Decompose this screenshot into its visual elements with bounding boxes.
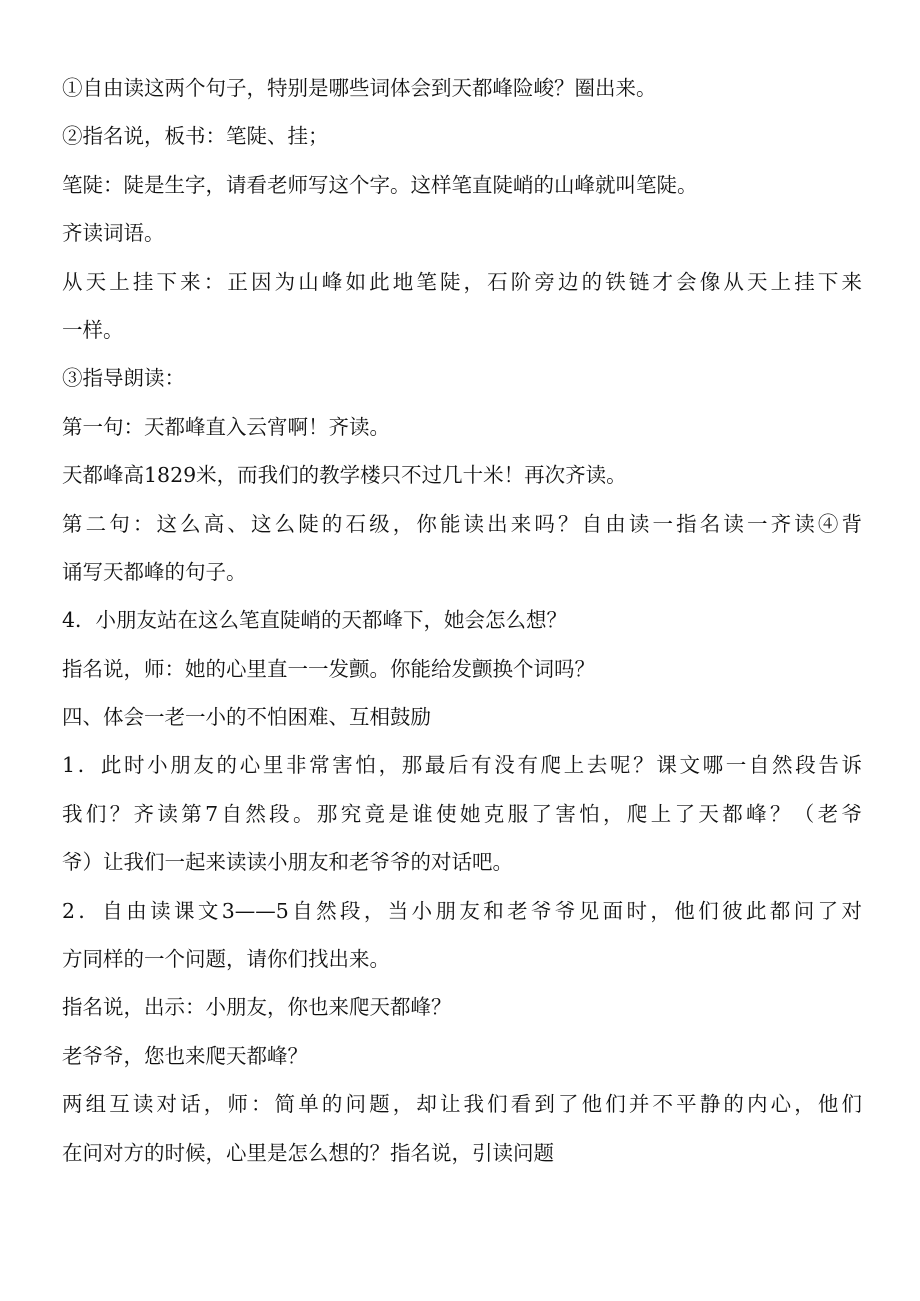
text-line: 方同样的一个问题，请你们找出来。 (62, 947, 390, 972)
text-line: 我们？齐读第7自然段。那究竟是谁使她克服了害怕，爬上了天都峰？（老爷 (62, 801, 862, 826)
text-line: 一样。 (62, 317, 124, 342)
text-line: ①自由读这两个句子，特别是哪些词体会到天都峰险峻？圈出来。 (62, 76, 657, 100)
text-line: 诵写天都峰的句子。 (62, 559, 247, 584)
text-line: 指名说，出示：小朋友，你也来爬天都峰？ (62, 995, 452, 1020)
text-line: 老爷爷，您也来爬天都峰？ (62, 1043, 308, 1068)
text-line: 第二句：这么高、这么陡的石级，你能读出来吗？自由读一指名读一齐读④背 (62, 511, 862, 536)
text-line: 从天上挂下来：正因为山峰如此地笔陡，石阶旁边的铁链才会像从天上挂下来 (62, 269, 862, 294)
text-line: 两组互读对话，师：简单的问题，却让我们看到了他们并不平静的内心，他们 (62, 1092, 862, 1117)
document-page (62, 64, 862, 1177)
text-line: 天都峰高1829米，而我们的教学楼只不过几十米！再次齐读。 (62, 463, 627, 488)
text-line: 4．小朋友站在这么笔直陡峭的天都峰下，她会怎么想？ (62, 608, 568, 633)
text-line: 四、体会一老一小的不怕困难、互相鼓励 (62, 705, 431, 730)
text-line: ③指导朗读： (62, 366, 185, 391)
text-line: 笔陡：陡是生字，请看老师写这个字。这样笔直陡峭的山峰就叫笔陡。 (62, 172, 698, 197)
text-line: 在问对方的时候，心里是怎么想的？指名说，引读问题 (62, 1140, 554, 1165)
text-line: 爷）让我们一起来读读小朋友和老爷爷的对话吧。 (62, 850, 513, 875)
text-line: 第一句：天都峰直入云宵啊！齐读。 (62, 414, 390, 439)
text-line: ②指名说，板书：笔陡、挂； (62, 124, 329, 149)
text-line: 齐读词语。 (62, 221, 165, 246)
text-line: 2．自由读课文3——5自然段，当小朋友和老爷爷见面时，他们彼此都问了对 (62, 898, 862, 923)
text-line: 1．此时小朋友的心里非常害怕，那最后有没有爬上去呢？课文哪一自然段告诉 (62, 753, 862, 778)
text-line: 指名说，师：她的心里直一一发颤。你能给发颤换个词吗？ (62, 656, 595, 681)
